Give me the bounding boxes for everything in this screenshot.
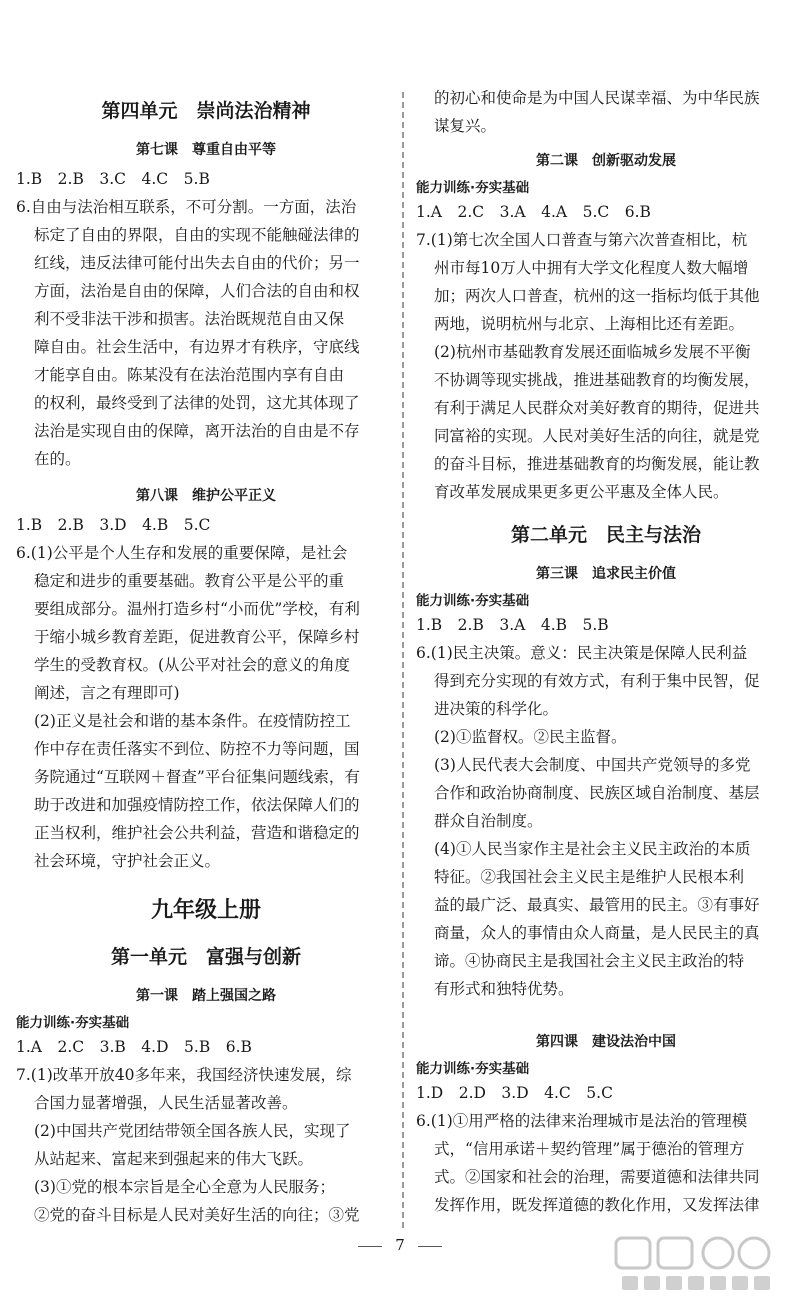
right-column: [416, 84, 796, 1219]
text-line: 式。②国家和社会的治理，需要道德和法律共同: [434, 1168, 760, 1186]
section-label: 能力训练·夯实基础: [16, 1015, 130, 1031]
text-line: ②党的奋斗目标是人民对美好生活的向往；③党: [34, 1206, 360, 1224]
unit2-title: 第二单元 民主与法治: [510, 524, 701, 546]
text-line: 得到充分实现的有效方式，有利于集中民智，促: [434, 672, 760, 690]
lesson7-answers: 1.B 2.B 3.C 4.C 5.B: [16, 170, 210, 188]
text-line: 有利于满足人民群众对美好教育的期待，促进共: [434, 399, 760, 417]
text-line: 益的最广泛、最真实、最管用的民主。③有事好: [434, 896, 760, 914]
text-line: 谋复兴。: [434, 117, 497, 135]
text-line: 加；两次人口普查，杭州的这一指标均低于其他: [434, 287, 760, 305]
text-line: 谛。④协商民主是我国社会主义民主政治的特: [434, 952, 745, 970]
page-number-dash-right: [418, 1246, 442, 1247]
lesson2-title: 第二课 创新驱动发展: [536, 153, 676, 169]
text-line: 的权利，最终受到了法律的处罚，这尤其体现了: [34, 394, 360, 412]
text-line: 育改革发展成果更多更公平惠及全体人民。: [434, 483, 729, 501]
lesson2-answers: 1.A 2.C 3.A 4.A 5.C 6.B: [416, 203, 651, 221]
text-line: 稳定和进步的重要基础。教育公平是公平的重: [34, 572, 345, 590]
left-column: [16, 88, 396, 1229]
text-line: 商量，众人的事情由众人商量，是人民民主的真: [434, 924, 760, 942]
text-line: 正当权利，维护社会公共利益，营造和谐稳定的: [34, 824, 360, 842]
text-line: 从站起来、富起来到强起来的伟大飞跃。: [34, 1150, 314, 1168]
text-line: 合国力显著增强，人民生活显著改善。: [34, 1094, 298, 1112]
text-line: 6.(1)公平是个人生存和发展的重要保障，是社会: [16, 544, 348, 562]
text-line: 特征。②我国社会主义民主是维护人民根本利: [434, 868, 745, 886]
text-line: 学生的受教育权。(从公平对社会的意义的角度: [34, 656, 351, 674]
text-line: 在的。: [34, 450, 81, 468]
lesson7-q6: [16, 193, 396, 473]
lesson8-q6: [16, 539, 396, 875]
text-line: 式，“信用承诺＋契约管理”属于德治的管理方: [434, 1140, 745, 1158]
text-line: 才能享自由。陈某没有在法治范围内享有自由: [34, 366, 345, 384]
unit1-title: 第一单元 富强与创新: [110, 946, 301, 968]
page-number-value: 7: [395, 1236, 405, 1254]
lesson7-title: 第七课 尊重自由平等: [136, 142, 276, 158]
text-line: 的奋斗目标，推进基础教育的均衡发展，能让教: [434, 455, 760, 473]
text-line: 务院通过“互联网＋督查”平台征集问题线索，有: [34, 768, 360, 786]
text-line: 利不受非法干涉和损害。法治既规范自由又保: [34, 310, 345, 328]
text-line: 6.自由与法治相互联系，不可分割。一方面，法治: [16, 198, 357, 216]
text-line: (2)中国共产党团结带领全国各族人民，实现了: [34, 1122, 351, 1140]
text-line: 标定了自由的界限，自由的实现不能触碰法律的: [34, 226, 360, 244]
lesson4-q6: [416, 1107, 796, 1219]
page-number-dash-left: [358, 1246, 382, 1247]
text-line: (3)①党的根本宗旨是全心全意为人民服务；: [34, 1178, 335, 1196]
lesson4-title: 第四课 建设法治中国: [536, 1034, 676, 1050]
text-line: 进决策的科学化。: [434, 700, 559, 718]
text-line: (4)①人民当家作主是社会主义民主政治的本质: [434, 840, 751, 858]
lesson3-title: 第三课 追求民主价值: [536, 566, 676, 582]
text-line: 发挥作用，既发挥道德的教化作用，又发挥法律: [434, 1196, 760, 1214]
text-line: 阐述，言之有理即可): [34, 684, 180, 702]
watermark-logo: [612, 1232, 792, 1298]
lesson1-answers: 1.A 2.C 3.B 4.D 5.B 6.B: [16, 1038, 252, 1056]
lesson3-q6: [416, 639, 796, 1003]
text-line: 于缩小城乡教育差距，促进教育公平，保障乡村: [34, 628, 360, 646]
text-line: 助于改进和加强疫情防控工作，依法保障人们的: [34, 796, 360, 814]
text-line: (2)杭州市基础教育发展还面临城乡发展不平衡: [434, 343, 751, 361]
text-line: 7.(1)第七次全国人口普查与第六次普查相比，杭: [416, 231, 748, 249]
text-line: 作中存在责任落实不到位、防控不力等问题，国: [34, 740, 360, 758]
text-line: 要组成部分。温州打造乡村“小而优”学校，有利: [34, 600, 360, 618]
unit4-title: 第四单元 崇尚法治精神: [101, 100, 311, 122]
text-line: (3)人民代表大会制度、中国共产党领导的多党: [434, 756, 751, 774]
text-line: 有形式和独特优势。: [434, 980, 574, 998]
text-line: 两地，说明杭州与北京、上海相比还有差距。: [434, 315, 745, 333]
text-line: 7.(1)改革开放40多年来，我国经济快速发展，综: [16, 1066, 352, 1084]
text-line: 群众自治制度。: [434, 812, 543, 830]
column-divider: [402, 92, 404, 1228]
lesson2-q7: [416, 226, 796, 506]
lesson3-answers: 1.B 2.B 3.A 4.B 5.B: [416, 616, 609, 634]
section-label: 能力训练·夯实基础: [416, 180, 530, 196]
text-line: 红线，违反法律可能付出失去自由的代价；另一: [34, 254, 360, 272]
grade-title: 九年级上册: [150, 898, 261, 923]
continued-text: [416, 84, 796, 140]
lesson4-answers: 1.D 2.D 3.D 4.C 5.C: [416, 1084, 613, 1102]
section-label: 能力训练·夯实基础: [416, 593, 530, 609]
lesson8-title: 第八课 维护公平正义: [136, 488, 276, 504]
text-line: 同富裕的实现。人民对美好生活的向往，就是党: [434, 427, 760, 445]
lesson1-q7: [16, 1061, 396, 1229]
lesson8-answers: 1.B 2.B 3.D 4.B 5.C: [16, 516, 211, 534]
text-line: 州市每10万人中拥有大学文化程度人数大幅增: [434, 259, 749, 277]
text-line: 6.(1)民主决策。意义：民主决策是保障人民利益: [416, 644, 748, 662]
text-line: (2)正义是社会和谐的基本条件。在疫情防控工: [34, 712, 351, 730]
text-line: 方面，法治是自由的保障，人们合法的自由和权: [34, 282, 360, 300]
section-label: 能力训练·夯实基础: [416, 1061, 530, 1077]
text-line: 不协调等现实挑战，推进基础教育的均衡发展，: [434, 371, 760, 389]
text-line: (2)①监督权。②民主监督。: [434, 728, 627, 746]
text-line: 障自由。社会生活中，有边界才有秩序，守底线: [34, 338, 360, 356]
lesson1-title: 第一课 踏上强国之路: [136, 988, 276, 1004]
text-line: 法治是实现自由的保障，离开法治的自由是不存: [34, 422, 360, 440]
text-line: 6.(1)①用严格的法律来治理城市是法治的管理模: [416, 1112, 748, 1130]
text-line: 社会环境，守护社会正义。: [34, 852, 221, 870]
text-line: 的初心和使命是为中国人民谋幸福、为中华民族: [434, 89, 760, 107]
text-line: 合作和政治协商制度、民族区域自治制度、基层: [434, 784, 760, 802]
